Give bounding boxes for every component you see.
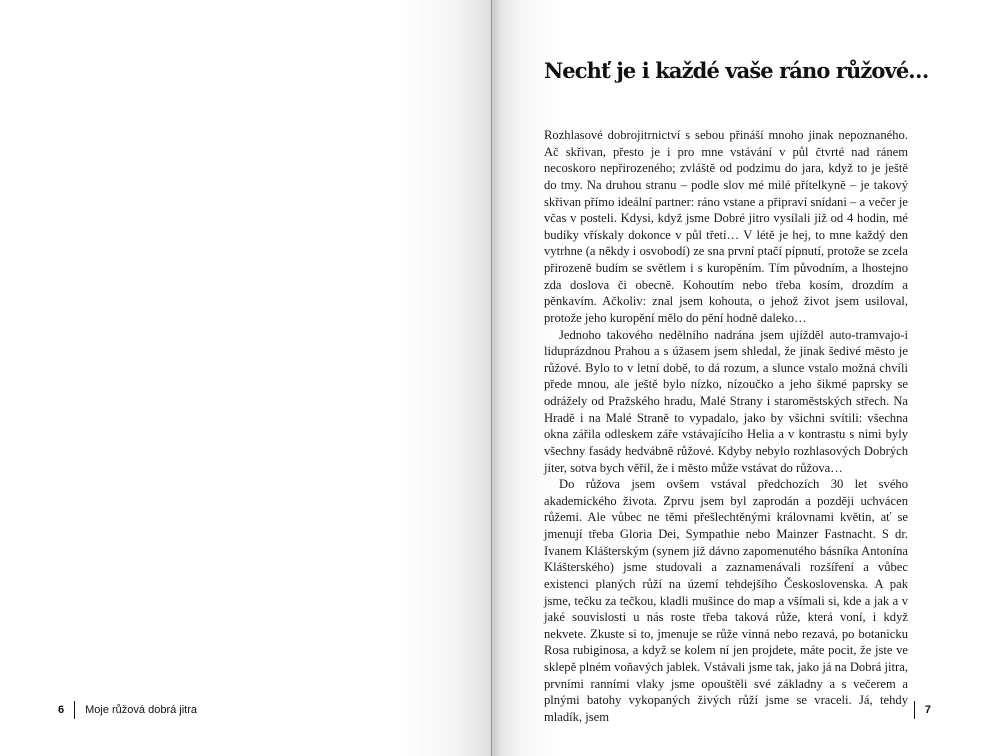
footer-divider: [74, 701, 75, 719]
left-page-footer: [58, 701, 197, 719]
running-title: Moje růžová dobrá jitra: [85, 704, 198, 716]
paragraph-2: Jednoho takového nedělního nadrána jsem ujížděl auto-tramvajo-i liduprázdnou Prahou a s úžasem jsem shledal, že jinak šedivé město je růžové. Bylo to v letní době, to dá rozum, a slunce vstalo možná chvíli přede mnou, ale ještě bylo nízko, nízoučko a jeho šikmé paprsky se odrážely od Pražského hradu, Malé Strany i staroměstských střech. Na Hradě i na Malé Straně to vypadalo, jako by všichni svítili: všechna okna zářila odleskem záře vstávajícího Helia a v kontrastu s nimi byly všechny fasády hedvábně růžové. Kdyby nebylo rozhlasových Dobrých jiter, sotva bych věřil, že i město může vstávat do růžova…: [544, 327, 908, 475]
left-page-number: 6: [58, 704, 65, 716]
chapter-body: [544, 127, 908, 726]
paragraph-1: Rozhlasové dobrojitrnictví s sebou přináší mnoho jinak nepoznaného. Ač skřivan, přesto je i pro mne vstávání v půl čtvrté nad ránem necoskoro nepřirozeného; zvláště od podzimu do jara, když to je ještě do tmy. Na druhou stranu – podle slov mé milé přítelkyně – je takový skřivan přímo ideální partner: ráno vstane a připraví snídani – a večer je včas v posteli. Kdysi, když jsme Dobré jitro vysílali již od 4 hodin, mé budíky vřískaly dokonce v půl třetí… V létě je hej, to mne každý den vytrhne (a někdy i osvobodí) ze sna první ptačí pípnutí, protože se zcela přirozeně budím se světlem i s kuropěním. Tím původním, a lhostejno zda doslova či obecně. Kohoutím nebo třeba kosím, drozdím a pěnkavím. Ačkoliv: znal jsem kohouta, o jehož život jsem usiloval, protože jeho kuropění mělo do pění hodně daleko…: [544, 128, 908, 325]
footer-divider: [914, 701, 915, 719]
right-page: [492, 0, 983, 756]
chapter-title: Nechť je i každé vaše ráno růžové…: [544, 58, 929, 83]
right-page-footer: [914, 701, 931, 719]
right-page-number: 7: [924, 704, 931, 716]
paragraph-3: Do růžova jsem ovšem vstával předchozích 30 let svého akademického života. Zprvu jsem byl zaprodán a později uchvácen růžemi. Ale vůbec ne těmi přešlechtěnými královnami květin, ať se jmenují třeba Gloria Dei, Sympathie nebo Mainzer Fastnacht. S dr. Ivanem Klášterským (synem již dávno zapomenutého básníka Antonína Klášterského) jsme studovali a zaznamenávali rozšíření a vůbec existenci planých růží na území tehdejšího Československa. A pak jsme, tečku za tečkou, kladli mušince do map a všímali si, kde a jak a v jaké souvislosti u nás roste třeba taková růže, která voní, i když nekvete. Zkuste si to, jmenuje se růže vinná nebo rezavá, po botanicku Rosa rubiginosa, a když se kolem ní jen projdete, máte pocit, že jste ve sklepě plném voňavých jablek. Vstávali jsme tak, jako já na Dobrá jitra, prvními ranními vlaky jsme opouštěli své základny a s večerem a plnými batohy vykopaných živých růží jsme se vraceli. Já, tehdy mladík, jsem: [544, 477, 908, 724]
